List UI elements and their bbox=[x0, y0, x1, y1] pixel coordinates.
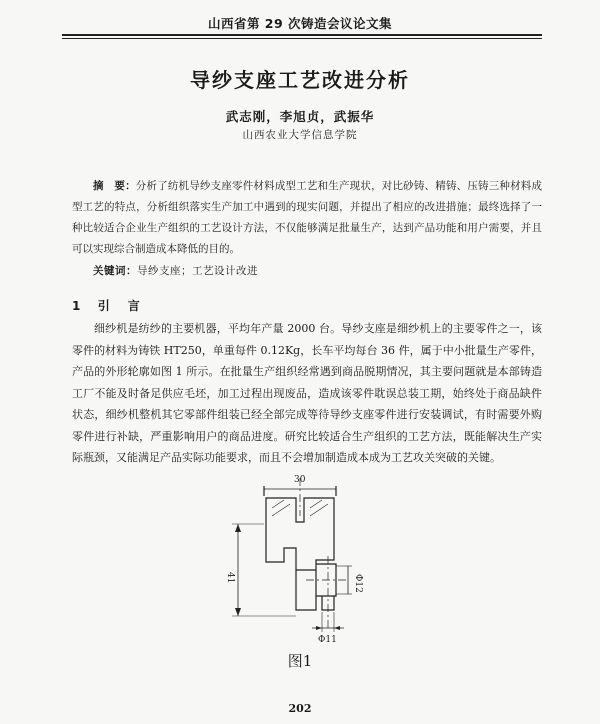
dim-label-right: Φ12 bbox=[353, 574, 363, 593]
abstract-label: 摘 要： bbox=[93, 180, 136, 192]
abstract-text: 分析了纺机导纱支座零件材料成型工艺和生产现状，对比砂铸、精铸、压铸三种材料成型工艺的特点，分析组织落实生产加工中遇到的现实问题，并提出了相应的改进措施；最终选择了一种比较适合企业生产组织的工艺设计方法，不仅能够满足批量生产，达到产品功能和用户需要，并且可以实现综合制造成本降低的目的。 bbox=[72, 180, 542, 255]
part-outline-upper bbox=[266, 498, 334, 570]
running-header: 山西省第 29 次铸造会议论文集 bbox=[207, 16, 393, 31]
dim-label-top: 30 bbox=[294, 475, 306, 485]
section-number: 1 bbox=[72, 299, 84, 313]
page-number: 202 bbox=[288, 702, 312, 715]
dim-label-left: 41 bbox=[225, 572, 235, 584]
header-rule-thick bbox=[62, 34, 542, 36]
authors: 武志刚，李旭贞，武振华 bbox=[225, 109, 375, 124]
header-rule-thin bbox=[62, 38, 542, 39]
affiliation: 山西农业大学信息学院 bbox=[242, 129, 358, 141]
body-text bbox=[72, 318, 542, 469]
paper-title: 导纱支座工艺改进分析 bbox=[190, 68, 410, 92]
figure-caption: 图1 bbox=[287, 652, 313, 670]
section-title: 引 言 bbox=[97, 299, 143, 313]
paragraph: 细纱机是纺纱的主要机器，平均年产量 2000 台。导纱支座是细纱机上的主要零件之一，该零件的材料为铸铁 HT250，单重每件 0.12Kg，长车平均每台 36 件，属于中小批量生产零件，产品的外形轮廓如图 1 所示。在批量生产组织经常遇到商品脱期情况，其主要问题就是本部铸造工厂不能及时备足供应毛坯，加工过程出现废品，造成该零件耽误总装工期，始终处于商品缺件状态，细纱机整机其它零部件组装已经全部完成等待导纱支座零件进行安装调试，有时需要外购零件进行补缺，严重影响用户的商品进度。研究比较适合生产组织的工艺方法，既能解决生产实际瓶颈，又能满足产品实际功能要求，而且不会增加制造成本成为工艺攻关突破的关键。 bbox=[72, 322, 542, 464]
keywords-label: 关键词： bbox=[93, 265, 137, 277]
part-stem bbox=[296, 570, 316, 610]
keywords bbox=[72, 263, 542, 278]
abstract bbox=[72, 176, 542, 260]
dim-label-bottom: Φ11 bbox=[318, 635, 337, 645]
section-heading bbox=[72, 297, 143, 314]
figure-1-drawing bbox=[0, 460, 600, 680]
keywords-text: 导纱支座；工艺设计改进 bbox=[137, 265, 258, 277]
